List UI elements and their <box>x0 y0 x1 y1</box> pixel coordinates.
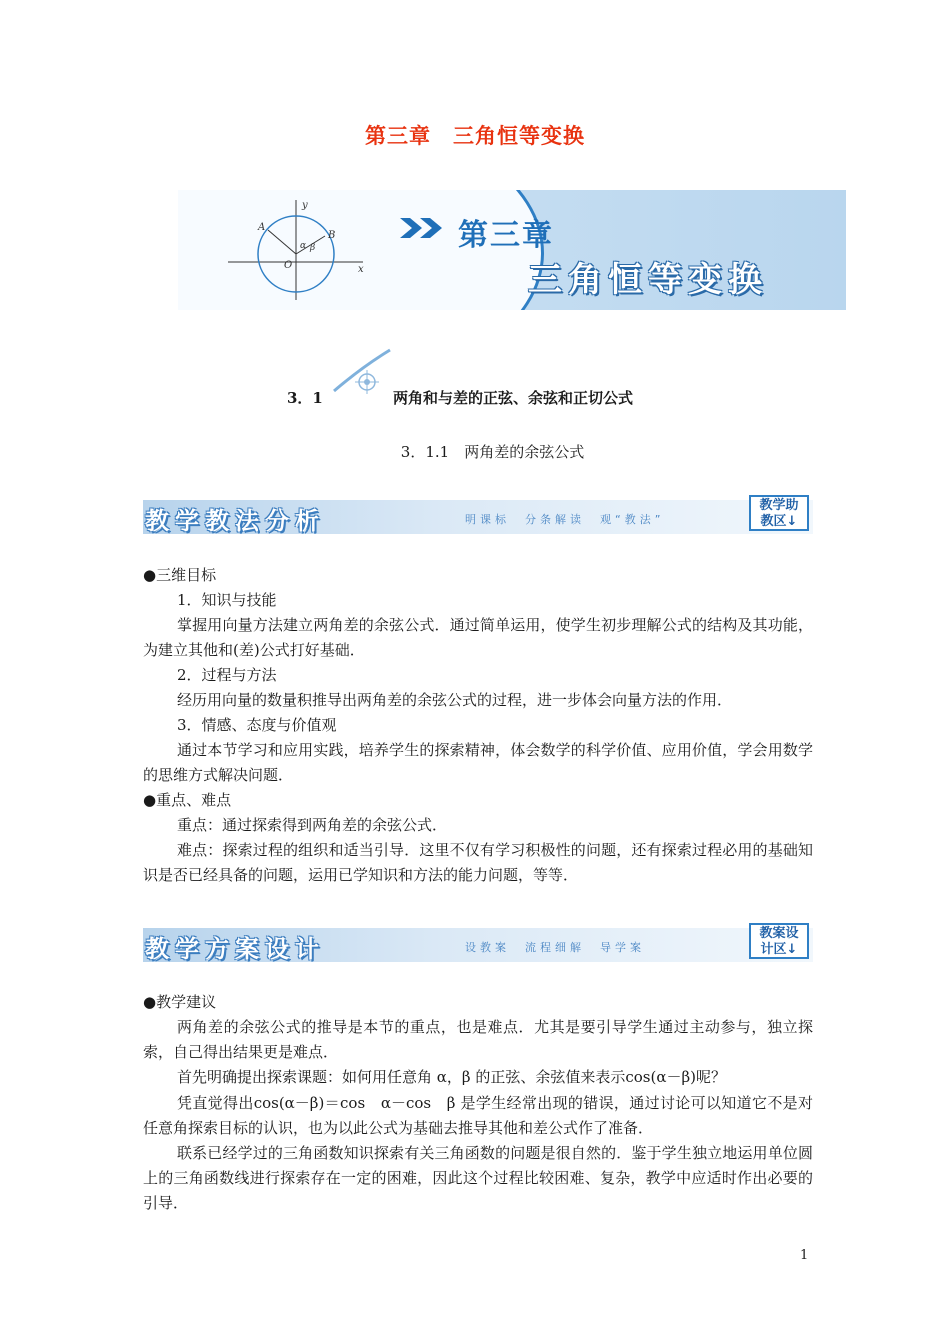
paragraph-suggestion-3: 凭直觉得出cos(α－β)＝cos α－cos β 是学生经常出现的错误，通过讨论可以知道它不是对任意角探索目标的认识，也为以此公式为基础去推导其他和差公式作了准备． <box>143 1094 813 1137</box>
heading-knowledge: 1．知识与技能 <box>177 591 277 609</box>
teaching-analysis-bar <box>143 500 813 534</box>
paragraph-key-point: 重点：通过探索得到两角差的余弦公式． <box>177 816 448 834</box>
lesson-plan-zone-button[interactable] <box>749 923 809 959</box>
heading-suggestions: ●教学建议 <box>143 993 217 1011</box>
heading-attitude: 3．情感、态度与价值观 <box>177 716 337 734</box>
button-line: 教案设 <box>759 926 799 941</box>
axis-y-label: y <box>302 200 308 211</box>
chapter-title: 第三章 三角恒等变换 <box>365 124 585 148</box>
point-a-label: A <box>258 222 266 233</box>
origin-label: O <box>284 260 293 271</box>
banner-chapter: 第三章 <box>458 218 554 253</box>
paragraph-knowledge: 掌握用向量方法建立两角差的余弦公式．通过简单运用，使学生初步理解公式的结构及其功能，为建立其他和(差)公式打好基础． <box>143 616 813 659</box>
button-line: 计区↓ <box>760 942 798 957</box>
paragraph-suggestion-1: 两角差的余弦公式的推导是本节的重点，也是难点．尤其是要引导学生通过主动参与，独立探索，自己得出结果更是难点． <box>143 1018 813 1061</box>
chapter-banner <box>178 190 846 310</box>
page-number: 1 <box>800 1248 809 1263</box>
bar-title: 教学方案设计 <box>145 935 325 963</box>
teaching-plan-bar <box>143 928 813 962</box>
double-arrow-icon <box>400 216 450 240</box>
heading-process: 2．过程与方法 <box>177 666 277 684</box>
paragraph-attitude: 通过本节学习和应用实践，培养学生的探索精神，体会数学的科学价值、应用价值，学会用数学的思维方式解决问题． <box>143 741 813 784</box>
unit-circle-diagram <box>218 196 368 304</box>
heading-key-points: ●重点、难点 <box>143 791 232 809</box>
paragraph-process: 经历用向量的数量积推导出两角差的余弦公式的过程，进一步体会向量方法的作用． <box>177 691 733 709</box>
paragraph-suggestion-2: 首先明确提出探索课题：如何用任意角 α，β 的正弦、余弦值来表示cos(α－β)呢？ <box>177 1068 726 1086</box>
section-number: 3．1 <box>287 389 323 407</box>
section-title: 两角和与差的正弦、余弦和正切公式 <box>393 389 634 407</box>
teaching-aid-zone-button[interactable] <box>749 495 809 531</box>
axis-x-label: x <box>358 264 364 275</box>
ray-oa <box>268 230 296 254</box>
paragraph-suggestion-4: 联系已经学过的三角函数知识探索有关三角函数的问题是很自然的．鉴于学生独立地运用单位圆上的三角函数线进行探索存在一定的困难，因此这个过程比较困难、复杂，教学中应适时作出必要的引导． <box>143 1144 813 1212</box>
bar-subtitle: 设教案 流程细解 导学案 <box>465 941 645 954</box>
button-line: 教学助 <box>759 498 799 513</box>
bar-title: 教学教法分析 <box>145 507 325 535</box>
paragraph-difficulty: 难点：探索过程的组织和适当引导．这里不仅有学习积极性的问题，还有探索过程必用的基础知识是否已经具备的问题，运用已学知识和方法的能力问题，等等． <box>143 841 813 884</box>
button-line: 教区↓ <box>760 514 798 529</box>
banner-title: 三角恒等变换 <box>528 260 768 300</box>
bar-subtitle: 明课标 分条解读 观“教法” <box>465 513 665 526</box>
target-decoration-icon <box>332 347 396 395</box>
subsection-title: 3．1.1 两角差的余弦公式 <box>400 443 585 461</box>
point-b-label: B <box>328 230 336 241</box>
alpha-label: α <box>300 241 307 251</box>
heading-three-goals: ●三维目标 <box>143 566 217 584</box>
beta-label: β <box>310 243 316 253</box>
